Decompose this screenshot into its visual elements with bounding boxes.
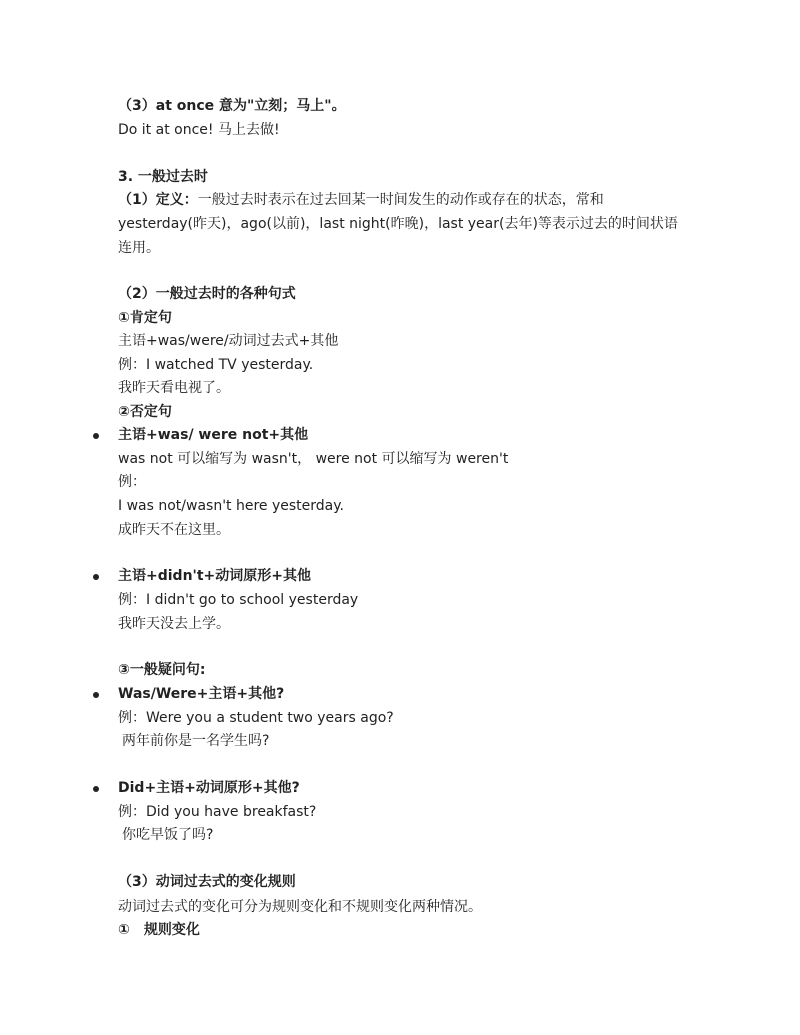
question-example-2-zh: 你吃早饭了吗? <box>122 827 214 843</box>
bullet-icon <box>93 574 99 580</box>
question-pattern-1: Was/Were+主语+其他? <box>118 686 285 702</box>
at-once-heading: （3）at once 意为"立刻；马上"。 <box>118 98 346 114</box>
question-example-1-zh: 两年前你是一名学生吗? <box>122 733 270 749</box>
past-tense-rules-heading: （3）动词过去式的变化规则 <box>118 874 296 890</box>
regular-changes-number: ① <box>118 922 130 938</box>
negative-pattern-1: 主语+was/ were not+其他 <box>118 427 309 443</box>
question-pattern-2: Did+主语+动词原形+其他? <box>118 780 300 796</box>
bullet-icon <box>93 433 99 439</box>
sentence-patterns-heading: （2）一般过去时的各种句式 <box>118 286 296 302</box>
affirmative-example-en: 例：I watched TV yesterday. <box>118 357 314 373</box>
question-example-1-en: 例：Were you a student two years ago? <box>118 710 394 726</box>
definition-label: （1）定义： <box>118 192 198 208</box>
regular-changes-label: 规则变化 <box>143 922 200 938</box>
definition-line-3: 连用。 <box>118 240 160 256</box>
regular-changes-heading <box>118 920 200 940</box>
section-heading-past-simple: 3. 一般过去时 <box>118 169 208 185</box>
question-heading: ③一般疑问句: <box>118 662 206 678</box>
negative-example-zh: 成昨天不在这里。 <box>118 522 230 538</box>
negative-example-en: I was not/wasn't here yesterday. <box>118 498 344 514</box>
negative-example-2-zh: 我昨天没去上学。 <box>118 616 230 632</box>
affirmative-pattern: 主语+was/were/动词过去式+其他 <box>118 333 339 349</box>
definition-line <box>118 190 604 210</box>
bullet-icon <box>93 692 99 698</box>
past-tense-rules-intro: 动词过去式的变化可分为规则变化和不规则变化两种情况。 <box>118 899 482 915</box>
affirmative-example-zh: 我昨天看电视了。 <box>118 380 230 396</box>
negative-heading: ②否定句 <box>118 404 172 420</box>
affirmative-heading: ①肯定句 <box>118 310 172 326</box>
example-label: 例： <box>118 474 146 490</box>
negative-pattern-2: 主语+didn't+动词原形+其他 <box>118 568 311 584</box>
definition-line-2: yesterday(昨天)，ago(以前)，last night(昨晚)，last year(去年)等表示过去的时间状语 <box>118 216 678 232</box>
bullet-icon <box>93 786 99 792</box>
question-example-2-en: 例：Did you have breakfast? <box>118 804 317 820</box>
definition-text: 一般过去时表示在过去回某一时间发生的动作或存在的状态，常和 <box>197 192 604 208</box>
at-once-example: Do it at once! 马上去做! <box>118 122 280 138</box>
contraction-note: was not 可以缩写为 wasn't， were not 可以缩写为 weren't <box>118 451 509 467</box>
negative-example-2-en: 例：I didn't go to school yesterday <box>118 592 359 608</box>
